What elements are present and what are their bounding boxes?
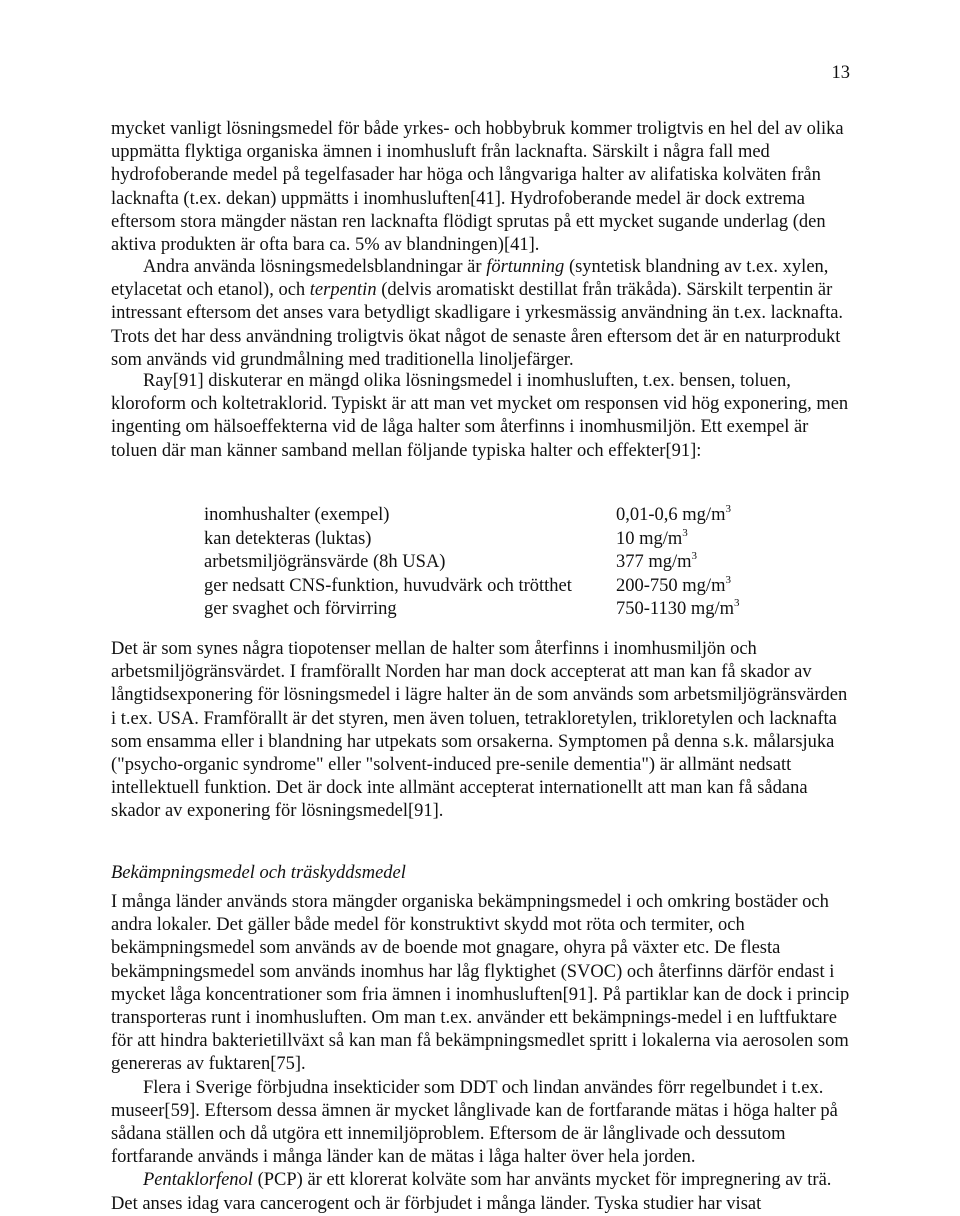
paragraph-text: I många länder används stora mängder organiska bekämpningsmedel i och omkring bostäder och andra lokaler. Det gäller både medel för konstruktivt skydd mot röta och termiter, och bekämpningsmedel som används av de boende mot gnagare, ohyra på växter etc. De flesta bekämpningsmedel som används inomhus har låg flyktighet (SVOC) och återfinns därför endast i mycket låga koncentrationer som fria ämnen i inomhusluften[91]. På partiklar kan de dock i princip transporteras runt i inomhusluften. Om man t.ex. använder ett bekämpnings-medel i en luftfuktare för att hindra bakterietillväxt så kan man få bekämpningsmedlet spritt i lokalerna via aerosolen som genereras av fuktaren[75].: [111, 892, 850, 1075]
table-cell-value: [616, 598, 740, 622]
paragraph-tiopotenser: [111, 638, 855, 824]
value-text: 750-1130 mg/m: [616, 599, 735, 619]
paragraph-text: mycket vanligt lösningsmedel för både yrkes- och hobbybruk kommer troligtvis en hel del av olika uppmätta flyktiga organiska ämnen i inomhusluft från lacknafta. Särskilt i några fall med hydrofoberande medel på tegelfasader har höga och långvariga halter av alifatiska kolväten från lacknafta (t.ex. dekan) uppmätts i inomhusluften[41]. Hydrofoberande medel är dock extrema eftersom stora mängder nästan ren lacknafta flödigt sprutas på ett mycket sugande underlag (den aktiva produkten är ofta bara ca. 5% av blandningen)[41].: [111, 119, 844, 256]
paragraph-ray: [111, 370, 855, 463]
value-text: 10 mg/m: [616, 528, 683, 549]
table-cell-label: ger svaghet och förvirring: [204, 599, 397, 619]
text-segment: (syntetisk blandning av t.ex. xylen, etylacetat och etanol), och: [111, 257, 829, 301]
term-terpentin: terpentin: [309, 280, 377, 301]
term-pentaklorfenol: Pentaklorfenol: [143, 1170, 253, 1191]
unit-exponent: 3: [725, 573, 731, 586]
table-cell-label: ger nedsatt CNS-funktion, huvudvärk och trötthet: [204, 575, 572, 596]
table-row: [204, 598, 740, 622]
section-heading: Bekämpningsmedel och träskyddsmedel: [111, 863, 406, 883]
paragraph-text: Det är som synes några tiopotenser mellan de halter som återfinns i inomhusmiljön och arbetsmiljögränsvärdet. I framförallt Norden har man dock accepterat att man kan få skador av långtidsexponering för lösningsmedel i lägre halter än de som används som arbetsmiljögränsvärden i t.ex. USA. Framförallt är det styren, men även toluen, tetrakloretylen, trikloretylen och lacknafta som ensamma eller i blandning har utpekats som orsakerna. Symptomen på denna s.k. målarsjuka ("psycho-organic syndrome" eller "solvent-induced pre-senile dementia") är allmänt nedsatt intellektuell funktion. Det är dock inte allmänt accepterat internationellt att man kan få sådana skador av exponering för lösningsmedel[91].: [111, 639, 848, 822]
unit-exponent: 3: [725, 503, 731, 515]
unit-exponent: 3: [734, 597, 740, 609]
value-text: 200-750 mg/m: [616, 575, 726, 596]
value-text: 0,01-0,6 mg/m: [616, 505, 726, 525]
table-row: [204, 504, 740, 528]
paragraph-text: [111, 1169, 855, 1215]
table-cell-label: inomhushalter (exempel): [204, 505, 390, 525]
table-row: [204, 528, 740, 552]
paragraph-text: Ray[91] diskuterar en mängd olika lösningsmedel i inomhusluften, t.ex. bensen, toluen, kloroform och koltetraklorid. Typiskt är att man vet mycket om responsen vid hög exponering, men ingenting om hälsoeffekterna vid de låga halter som återfinns i inomhusmiljön. Ett exempel är toluen där man känner samband mellan följande typiska halter och effekter[91]:: [111, 371, 849, 461]
table-cell-value: [616, 575, 740, 599]
table-cell-value: [616, 528, 740, 552]
paragraph-text: [111, 256, 855, 372]
page-number: 13: [831, 63, 850, 83]
table-cell-value: [616, 551, 740, 575]
table-cell-label: arbetsmiljögränsvärde (8h USA): [204, 552, 446, 572]
table-cell-label: kan detekteras (luktas): [204, 528, 372, 549]
text-segment: (delvis aromatiskt destillat från träkåda). Särskilt terpentin är intressant eftersom det anses vara betydligt skadligare i yrkesmässig användning än t.ex. lacknafta. Trots det har dess användning troligtvis ökat något de senaste åren eftersom det är en naturprodukt som används vid grundmålning med traditionella linoljefärger.: [111, 280, 844, 370]
paragraph-text: Flera i Sverige förbjudna insekticider som DDT och lindan användes förr regelbundet i t.ex. museer[59]. Eftersom dessa ämnen är mycket långlivade kan de fortfarande mätas i höga halter på sådana ställen och då utgöra ett innemiljöproblem. Eftersom de är långlivade och dessutom fortfarande används i många länder kan de mätas i låga halter över hela jorden.: [111, 1077, 838, 1168]
table-cell-value: [616, 504, 740, 528]
paragraph-bekampningsmedel: [111, 891, 855, 1216]
text-segment: (PCP) är ett klorerat kolväte som har använts mycket för impregnering av trä. Det anses idag vara cancerogent och är förbjudet i många länder. Tyska studier har visat: [111, 1170, 832, 1214]
paragraph-blandningar: [111, 256, 855, 372]
table-row: [204, 551, 740, 575]
toluene-levels-table: [204, 504, 740, 622]
unit-exponent: 3: [691, 550, 698, 562]
unit-exponent: 3: [682, 526, 688, 539]
paragraph-lacknafta: [111, 118, 855, 257]
table-row: [204, 575, 740, 599]
value-text: 377 mg/m: [616, 552, 692, 572]
text-segment: Andra använda lösningsmedelsblandningar är: [143, 257, 487, 277]
term-fortunning: förtunning: [486, 257, 565, 277]
